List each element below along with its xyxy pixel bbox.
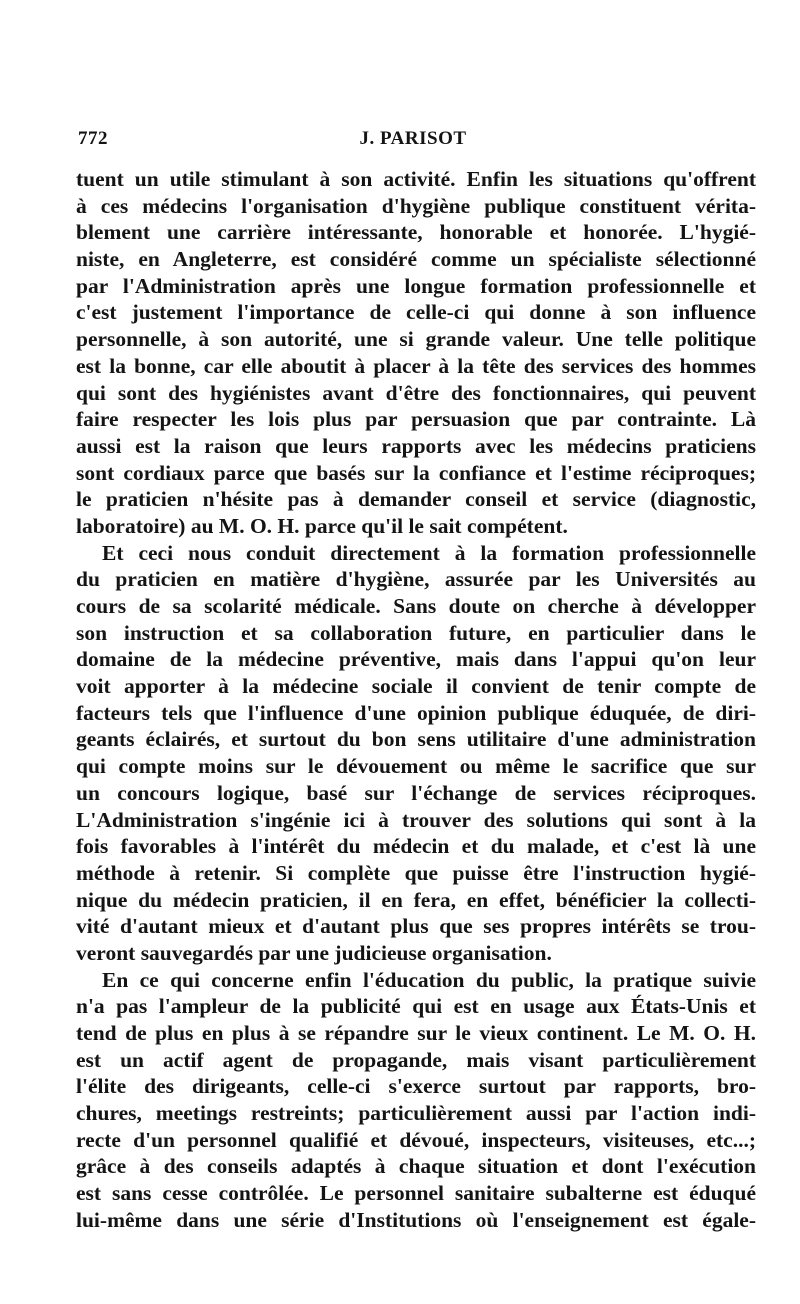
- text-line: est un actif agent de propagande, mais visant particulièrement: [76, 1047, 756, 1072]
- paragraph: [76, 166, 756, 540]
- page-header: [70, 124, 756, 154]
- text-line: grâce à des conseils adaptés à chaque situation et dont l'exécution: [76, 1154, 756, 1179]
- text-line: veront sauvegardés par une judicieuse organisation.: [76, 940, 552, 965]
- text-line: laboratoire) au M. O. H. parce qu'il le sait compétent.: [76, 513, 568, 538]
- text-line: En ce qui concerne enfin l'éducation du public, la pratique suivie: [102, 967, 756, 992]
- text-line: du praticien en matière d'hygiène, assurée par les Universités au: [76, 567, 756, 592]
- text-line: est la bonne, car elle aboutit à placer à la tête des services des hommes: [76, 353, 756, 378]
- text-line: Et ceci nous conduit directement à la formation professionnelle: [102, 540, 756, 565]
- text-line: chures, meetings restreints; particulièrement aussi par l'action indi-: [76, 1101, 756, 1126]
- running-head: J. PARISOT: [359, 128, 467, 149]
- paragraph: [76, 540, 756, 967]
- text-line: c'est justement l'importance de celle-ci qui donne à son influence: [76, 300, 756, 325]
- text-line: lui-même dans une série d'Institutions où l'enseignement est égale-: [76, 1207, 756, 1232]
- text-line: tend de plus en plus à se répandre sur le vieux continent. Le M. O. H.: [76, 1021, 756, 1045]
- text-line: aussi est la raison que leurs rapports avec les médecins praticiens: [76, 433, 756, 458]
- text-line: qui sont des hygiénistes avant d'être des fonctionnaires, qui peuvent: [76, 380, 756, 405]
- text-line: tuent un utile stimulant à son activité. Enfin les situations qu'offrent: [76, 167, 756, 191]
- text-line: l'élite des dirigeants, celle-ci s'exerce surtout par rapports, bro-: [76, 1074, 756, 1099]
- text-line: personnelle, à son autorité, une si grande valeur. Une telle politique: [76, 327, 756, 352]
- text-line: recte d'un personnel qualifié et dévoué, inspecteurs, visiteuses, etc...;: [76, 1127, 756, 1152]
- text-line: à ces médecins l'organisation d'hygiène publique constituent vérita-: [76, 193, 756, 218]
- paragraph: [76, 967, 756, 1234]
- text-line: cours de sa scolarité médicale. Sans doute on cherche à développer: [76, 594, 756, 618]
- text-line: sont cordiaux parce que basés sur la confiance et l'estime réciproques;: [76, 460, 756, 485]
- text-line: le praticien n'hésite pas à demander conseil et service (diagnostic,: [76, 487, 756, 512]
- text-line: par l'Administration après une longue formation professionnelle et: [76, 273, 756, 298]
- text-line: son instruction et sa collaboration future, en particulier dans le: [76, 620, 756, 645]
- text-line: vité d'autant mieux et d'autant plus que ses propres intérêts se trou-: [76, 914, 756, 939]
- page-number: 772: [78, 128, 108, 149]
- text-line: qui compte moins sur le dévouement ou même le sacrifice que sur: [76, 754, 756, 779]
- text-line: fois favorables à l'intérêt du médecin et du malade, et c'est là une: [76, 834, 756, 859]
- text-line: voit apporter à la médecine sociale il convient de tenir compte de: [76, 674, 756, 699]
- text-line: L'Administration s'ingénie ici à trouver des solutions qui sont à la: [76, 807, 756, 832]
- text-line: nique du médecin praticien, il en fera, en effet, bénéficier la collecti-: [76, 887, 756, 912]
- text-line: domaine de la médecine préventive, mais dans l'appui qu'on leur: [76, 647, 756, 672]
- text-line: niste, en Angleterre, est considéré comme un spécialiste sélectionné: [76, 247, 756, 272]
- text-line: geants éclairés, et surtout du bon sens utilitaire d'une administration: [76, 727, 756, 752]
- text-line: méthode à retenir. Si complète que puisse être l'instruction hygié-: [76, 860, 756, 885]
- text-line: n'a pas l'ampleur de la publicité qui est en usage aux États-Unis et: [76, 994, 756, 1019]
- text-line: facteurs tels que l'influence d'une opinion publique éduquée, de diri-: [76, 700, 756, 725]
- text-line: un concours logique, basé sur l'échange de services réciproques.: [76, 780, 756, 805]
- text-line: blement une carrière intéressante, honorable et honorée. L'hygié-: [76, 220, 756, 245]
- text-line: faire respecter les lois plus par persuasion que par contrainte. Là: [76, 407, 756, 432]
- body-text: [76, 166, 756, 1234]
- text-line: est sans cesse contrôlée. Le personnel sanitaire subalterne est éduqué: [76, 1181, 756, 1206]
